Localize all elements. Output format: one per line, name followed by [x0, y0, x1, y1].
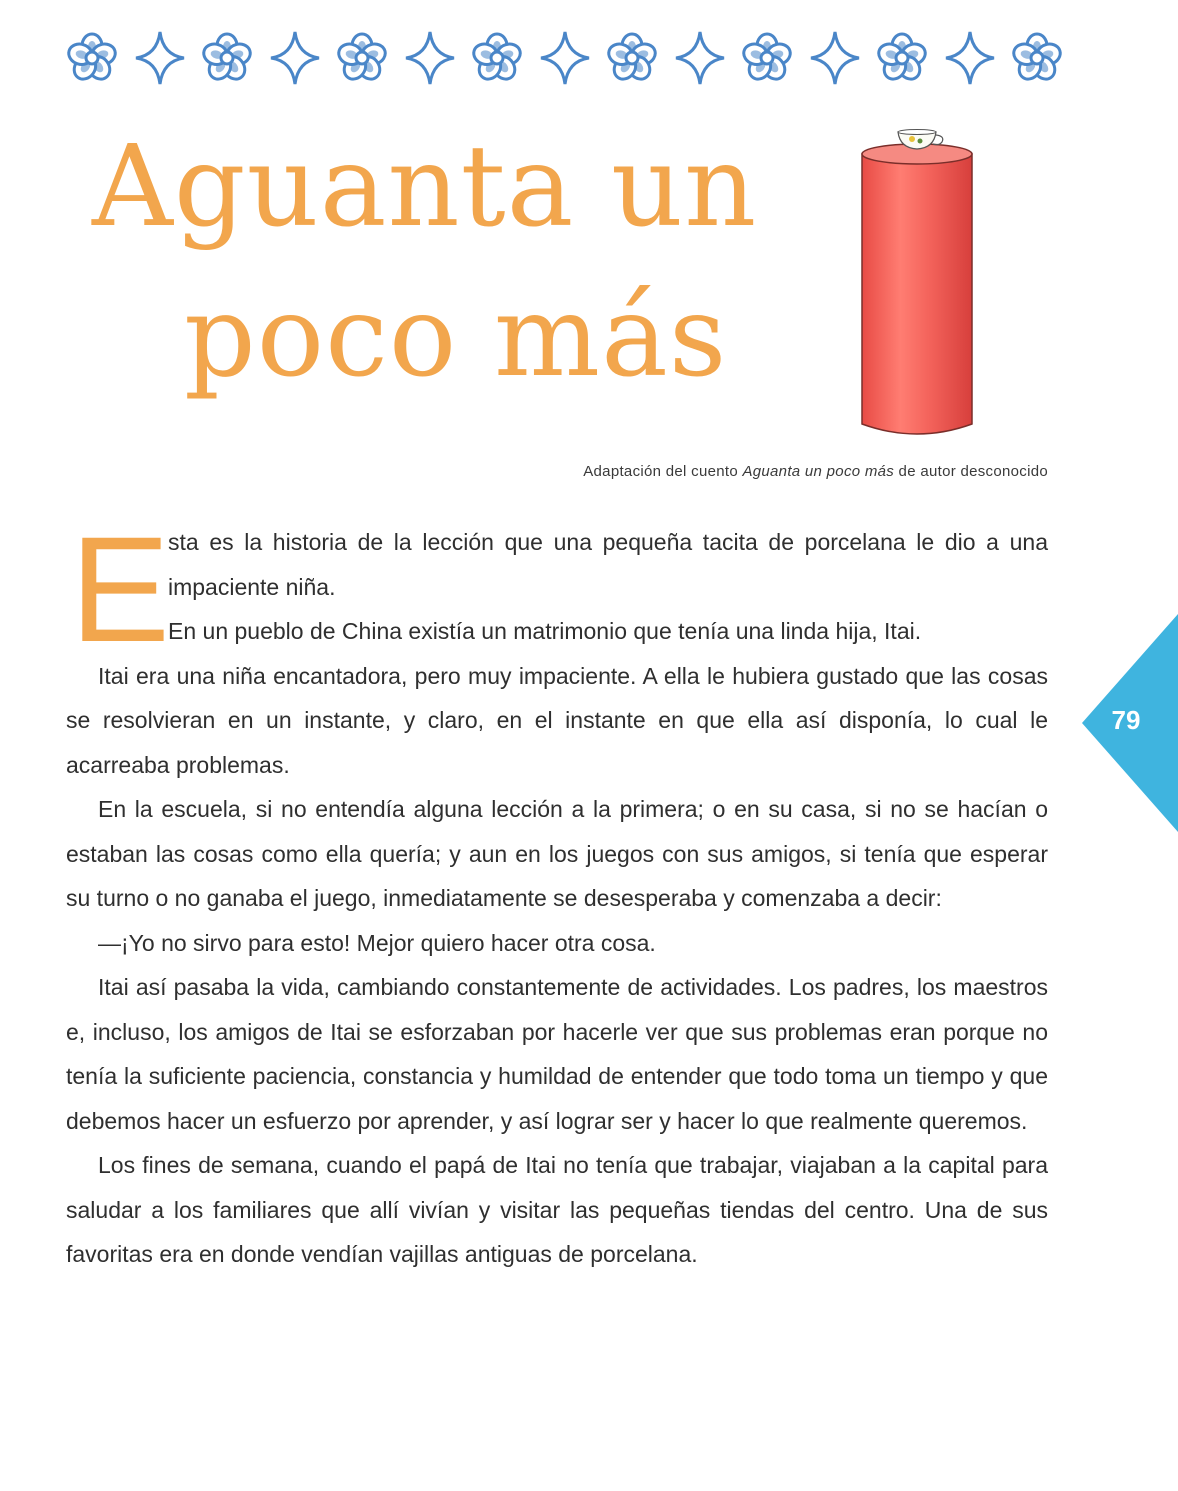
credit-story-title: Aguanta un poco más — [742, 463, 895, 480]
story-body — [66, 520, 1048, 1277]
page-title — [92, 112, 757, 412]
flower-icon — [739, 28, 795, 88]
four-point-star-icon — [132, 28, 188, 88]
story-credit — [583, 463, 1048, 480]
four-point-star-icon — [402, 28, 458, 88]
flower-icon — [64, 28, 120, 88]
four-point-star-icon — [672, 28, 728, 88]
four-point-star-icon — [537, 28, 593, 88]
four-point-star-icon — [267, 28, 323, 88]
title-line-1: Aguanta un — [92, 122, 758, 252]
candle-with-teacup-illustration — [848, 124, 988, 444]
credit-suffix: de autor desconocido — [894, 463, 1048, 480]
flower-icon — [199, 28, 255, 88]
paragraph-4: En la escuela, si no entendía alguna lección a la primera; o en su casa, si no se hacían o estaban las cosas como ella quería; y aun en los juegos con sus amigos, si tenía que esperar su turno o no ganaba el juego, inmediatamente se desesperaba y comenzaba a decir: — [66, 796, 1048, 911]
drop-cap-letter: E — [70, 505, 171, 673]
flower-icon — [334, 28, 390, 88]
paragraph-2: En un pueblo de China existía un matrimonio que tenía una linda hija, Itai. — [168, 618, 922, 644]
paragraph-6: Itai así pasaba la vida, cambiando constantemente de actividades. Los padres, los maestros e, incluso, los amigos de Itai se esforzaban por hacerle ver que sus problemas eran porque no tenía la suficiente paciencia, constancia y humildad de entender que todo toma un tiempo y que debemos hacer un esfuerzo por aprender, y así lograr ser y hacer lo que realmente queremos. — [66, 974, 1048, 1134]
title-line-2: poco más — [184, 272, 728, 402]
credit-prefix: Adaptación del cuento — [583, 463, 743, 480]
flower-icon — [1009, 28, 1065, 88]
four-point-star-icon — [942, 28, 998, 88]
flower-icon — [874, 28, 930, 88]
page-number: 79 — [1111, 705, 1141, 735]
paragraph-5: —¡Yo no sirvo para esto! Mejor quiero hacer otra cosa. — [98, 929, 656, 956]
paragraph-7: Los fines de semana, cuando el papá de Itai no tenía que trabajar, viajaban a la capital para saludar a los familiares que allí vivían y visitar las pequeñas tiendas del centro. Una de sus favoritas era en donde vendían vajillas antiguas de porcelana. — [66, 1152, 1048, 1267]
decorative-ornament-border — [64, 28, 1064, 92]
paragraph-3: Itai era una niña encantadora, pero muy impaciente. A ella le hubiera gustado que las cosas se resolvieran en un instante, y claro, en el instante en que ella así disponía, lo cual le acarreaba problemas. — [66, 662, 1048, 778]
paragraph-1: sta es la historia de la lección que una pequeña tacita de porcelana le dio a una impaciente niña. — [168, 529, 1048, 600]
flower-icon — [469, 28, 525, 88]
four-point-star-icon — [807, 28, 863, 88]
flower-icon — [604, 28, 660, 88]
